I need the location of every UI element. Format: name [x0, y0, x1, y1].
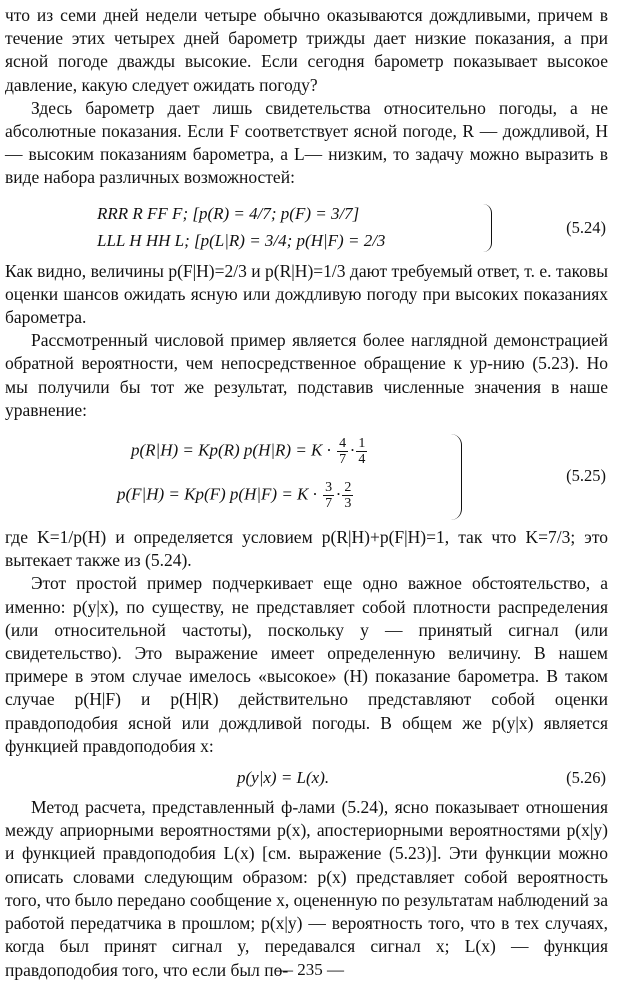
- fraction-denominator: 4: [358, 452, 366, 468]
- formula-5-24-line-1: RRR R FF F; [p(R) = 4/7; p(F) = 3/7]: [97, 203, 360, 223]
- fraction-denominator: 7: [325, 496, 333, 512]
- fraction-numerator: 3: [325, 480, 333, 496]
- fraction-1-4: [356, 436, 367, 467]
- paragraph-3: Как видно, величины p(F|H)=2/3 и p(R|H)=1/3 дают требуемый ответ, т. е. таковы оценки шансов ожидать ясную или дождливую погоду при высоких показаниях барометра.: [5, 260, 608, 328]
- fraction-denominator: 3: [344, 496, 352, 512]
- formula-5-24-number: (5.24): [566, 217, 606, 237]
- paragraph-6: Этот простой пример подчеркивает еще одно важное обстоятельство, а именно: p(y|x), по существу, не представляет собой плотности распределения (или относительной частоты), поскольку y — принятый сигнал (или свидетельство). Это выражение имеет определенную величину. В нашем примере в этом случае имелось «высокое» (H) показание барометра. В таком случае p(H|F) и p(H|R) действительно представляют собой оценки правдоподобия ясной или дождливой погоды. В общем же p(y|x) является функцией правдоподобия x:: [5, 573, 608, 756]
- paragraph-5: где K=1/p(H) и определяется условием p(R|H)+p(F|H)=1, так что K=7/3; это вытекает также из (5.24).: [5, 527, 608, 571]
- formula-5-25-brace: [451, 434, 462, 520]
- paragraph-1: что из семи дней недели четыре обычно оказываются дождливыми, причем в течение этих четырех дней барометр трижды дает низкие показания, а при ясной погоде дважды высокие. Если сегодня барометр показывает высокое давление, какую следует ожидать погоду?: [5, 5, 608, 95]
- formula-5-26: [5, 762, 608, 794]
- paragraph-4: Рассмотренный числовой пример является более наглядной демонстрацией обратной вероятности, чем непосредственное обращение к ур-нию (5.23). Но мы получили бы тот же результат, подставив численные значения в наше уравнение:: [5, 330, 608, 420]
- fraction-denominator: 7: [339, 452, 347, 468]
- fraction-numerator: 1: [358, 436, 366, 452]
- formula-5-26-number: (5.26): [566, 768, 606, 788]
- fraction-4-7: [337, 436, 348, 467]
- paragraph-2: Здесь барометр дает лишь свидетельства относительно погоды, а не абсолютные показания. Если F соответствует ясной погоде, R — дождливой, H — высоким показаниям барометра, а L— низким, то задачу можно выразить в виде набора различных возможностей:: [5, 97, 608, 188]
- formula-5-25: [5, 430, 608, 524]
- formula-5-25-line-1-lhs: p(R|H) = Kp(R) p(H|R) = K ·: [131, 440, 331, 460]
- formula-5-24-brace: [483, 204, 492, 252]
- page-number: — 235 —: [276, 960, 344, 979]
- formula-5-25-number: (5.25): [566, 466, 606, 486]
- formula-5-25-line-1: p(R|H) = Kp(R) p(H|R) = K · $\frac{4}{7}$ · $\frac{1}{4}$: [131, 436, 366, 468]
- paragraph-7: Метод расчета, представленный ф-лами (5.24), ясно показывает отношения между априорными вероятностями p(x), апостериорными вероятностями p(x|y) и функцией правдоподобия L(x) [см. выражение (5.23)]. Эти функции можно описать словами следующим образом: p(x) представляет собой вероятность того, что было передано сообщение x, оцененную по результатам наблюдений за работой передатчика в прошлом; p(x|y) — вероятность того, что в тех случаях, когда был принят сигнал y, передавался сигнал x; L(x) — функция правдоподобия того, что если был по-: [5, 797, 608, 980]
- formula-5-26-text: p(y|x) = L(x).: [237, 768, 330, 788]
- fraction-numerator: 2: [344, 480, 352, 496]
- fraction-3-7: [323, 480, 334, 511]
- fraction-numerator: 4: [339, 436, 347, 452]
- formula-5-25-line-2: p(F|H) = Kp(F) p(H|F) = K · $\frac{3}{7}$ · $\frac{2}{3}$: [117, 480, 352, 512]
- formula-5-24-line-2: LLL H HH L; [p(L|R) = 3/4; p(H|F) = 2/3: [97, 230, 386, 250]
- formula-5-24: [5, 202, 608, 258]
- formula-5-25-line-2-lhs: p(F|H) = Kp(F) p(H|F) = K ·: [117, 484, 317, 504]
- fraction-2-3: [342, 480, 353, 511]
